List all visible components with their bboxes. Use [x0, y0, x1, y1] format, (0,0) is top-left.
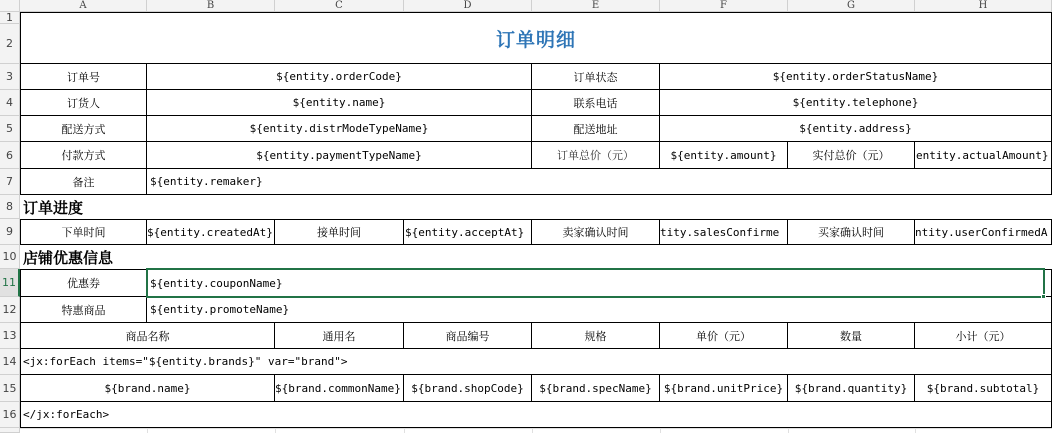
gridline [660, 428, 661, 433]
value-order-total[interactable]: ${entity.amount} [660, 142, 788, 169]
column-header-b[interactable]: B [147, 0, 275, 12]
column-header-c[interactable]: C [275, 0, 404, 12]
label-order-code[interactable]: 订单号 [20, 64, 147, 90]
header-common-name[interactable]: 通用名 [275, 323, 404, 349]
label-payment-type[interactable]: 付款方式 [20, 142, 147, 169]
foreach-close-tag[interactable]: </jx:forEach> [20, 402, 1052, 428]
row-header-16[interactable]: 16 [0, 402, 20, 428]
row-header-13[interactable]: 13 [0, 323, 20, 349]
row-header-6[interactable]: 6 [0, 142, 20, 169]
row-header-9[interactable]: 9 [0, 219, 20, 245]
foreach-open-tag[interactable]: <jx:forEach items="${entity.brands}" var="brand"> [20, 349, 1052, 375]
row-header-4[interactable]: 4 [0, 90, 20, 116]
value-address[interactable]: ${entity.address} [660, 116, 1052, 142]
value-brand-quantity[interactable]: ${brand.quantity} [788, 375, 915, 402]
gridline [147, 428, 148, 433]
column-header-e[interactable]: E [532, 0, 660, 12]
value-coupon[interactable]: ${entity.couponName} [147, 269, 1052, 297]
header-spec[interactable]: 规格 [532, 323, 660, 349]
gridline [275, 428, 276, 433]
label-telephone[interactable]: 联系电话 [532, 90, 660, 116]
section-order-progress[interactable]: 订单进度 [23, 198, 84, 217]
value-brand-spec[interactable]: ${brand.specName} [532, 375, 660, 402]
gridline [404, 428, 405, 433]
section-shop-discounts[interactable]: 店铺优惠信息 [23, 248, 114, 267]
row-header-14[interactable]: 14 [0, 349, 20, 375]
header-quantity[interactable]: 数量 [788, 323, 915, 349]
label-order-status[interactable]: 订单状态 [532, 64, 660, 90]
column-header-d[interactable]: D [404, 0, 532, 12]
label-coupon[interactable]: 优惠券 [20, 269, 147, 297]
column-header-f[interactable]: F [660, 0, 788, 12]
value-remark[interactable]: ${entity.remaker} [147, 169, 1052, 195]
value-accept-at[interactable]: ${entity.acceptAt} [404, 219, 532, 245]
column-header-a[interactable]: A [20, 0, 147, 12]
column-header-bar [0, 0, 1052, 12]
gridline [20, 428, 1052, 429]
label-address[interactable]: 配送地址 [532, 116, 660, 142]
label-orderer[interactable]: 订货人 [20, 90, 147, 116]
value-delivery-mode[interactable]: ${entity.distrModeTypeName} [147, 116, 532, 142]
label-actual-total[interactable]: 实付总价（元） [788, 142, 915, 169]
label-user-confirmed[interactable]: 买家确认时间 [788, 219, 915, 245]
value-brand-unit-price[interactable]: ${brand.unitPrice} [660, 375, 788, 402]
label-remark[interactable]: 备注 [20, 169, 147, 195]
value-payment-type[interactable]: ${entity.paymentTypeName} [147, 142, 532, 169]
value-brand-shop-code[interactable]: ${brand.shopCode} [404, 375, 532, 402]
row-header-2[interactable]: 2 [0, 24, 20, 64]
value-promote[interactable]: ${entity.promoteName} [147, 297, 1052, 323]
row-header-5[interactable]: 5 [0, 116, 20, 142]
value-brand-subtotal[interactable]: ${brand.subtotal} [915, 375, 1052, 402]
row-header-17 [0, 428, 20, 433]
label-promote[interactable]: 特惠商品 [20, 297, 147, 323]
row-header-3[interactable]: 3 [0, 64, 20, 90]
row-header-15[interactable]: 15 [0, 375, 20, 402]
label-created-at[interactable]: 下单时间 [20, 219, 147, 245]
sheet-title[interactable]: 订单明细 [20, 12, 1052, 64]
fill-handle[interactable] [1041, 294, 1046, 299]
label-sales-confirmed[interactable]: 卖家确认时间 [532, 219, 660, 245]
gridline [915, 428, 916, 433]
value-order-status[interactable]: ${entity.orderStatusName} [660, 64, 1052, 90]
row-header-10[interactable]: 10 [0, 245, 20, 269]
header-subtotal[interactable]: 小计（元） [915, 323, 1052, 349]
row-header-7[interactable]: 7 [0, 169, 20, 195]
label-delivery-mode[interactable]: 配送方式 [20, 116, 147, 142]
value-orderer[interactable]: ${entity.name} [147, 90, 532, 116]
row-header-11[interactable]: 11 [0, 269, 20, 297]
gridline [532, 428, 533, 433]
header-product-code[interactable]: 商品编号 [404, 323, 532, 349]
label-accept-at[interactable]: 接单时间 [275, 219, 404, 245]
value-brand-common-name[interactable]: ${brand.commonName} [275, 375, 404, 402]
value-order-code[interactable]: ${entity.orderCode} [147, 64, 532, 90]
label-order-total[interactable]: 订单总价（元） [532, 142, 660, 169]
value-created-at[interactable]: ${entity.createdAt} [147, 219, 275, 245]
value-user-confirmed[interactable]: ntity.userConfirmedA [915, 219, 1052, 245]
column-header-g[interactable]: G [788, 0, 915, 12]
row-header-1[interactable]: 1 [0, 12, 20, 24]
header-unit-price[interactable]: 单价（元） [660, 323, 788, 349]
row-header-12[interactable]: 12 [0, 297, 20, 323]
value-sales-confirmed[interactable]: tity.salesConfirme [660, 219, 788, 245]
row-header-8[interactable]: 8 [0, 195, 20, 219]
column-header-h[interactable]: H [915, 0, 1052, 12]
value-actual-total[interactable]: entity.actualAmount} [915, 142, 1052, 169]
header-product-name[interactable]: 商品名称 [20, 323, 275, 349]
value-telephone[interactable]: ${entity.telephone} [660, 90, 1052, 116]
gridline [788, 428, 789, 433]
value-brand-name[interactable]: ${brand.name} [20, 375, 275, 402]
